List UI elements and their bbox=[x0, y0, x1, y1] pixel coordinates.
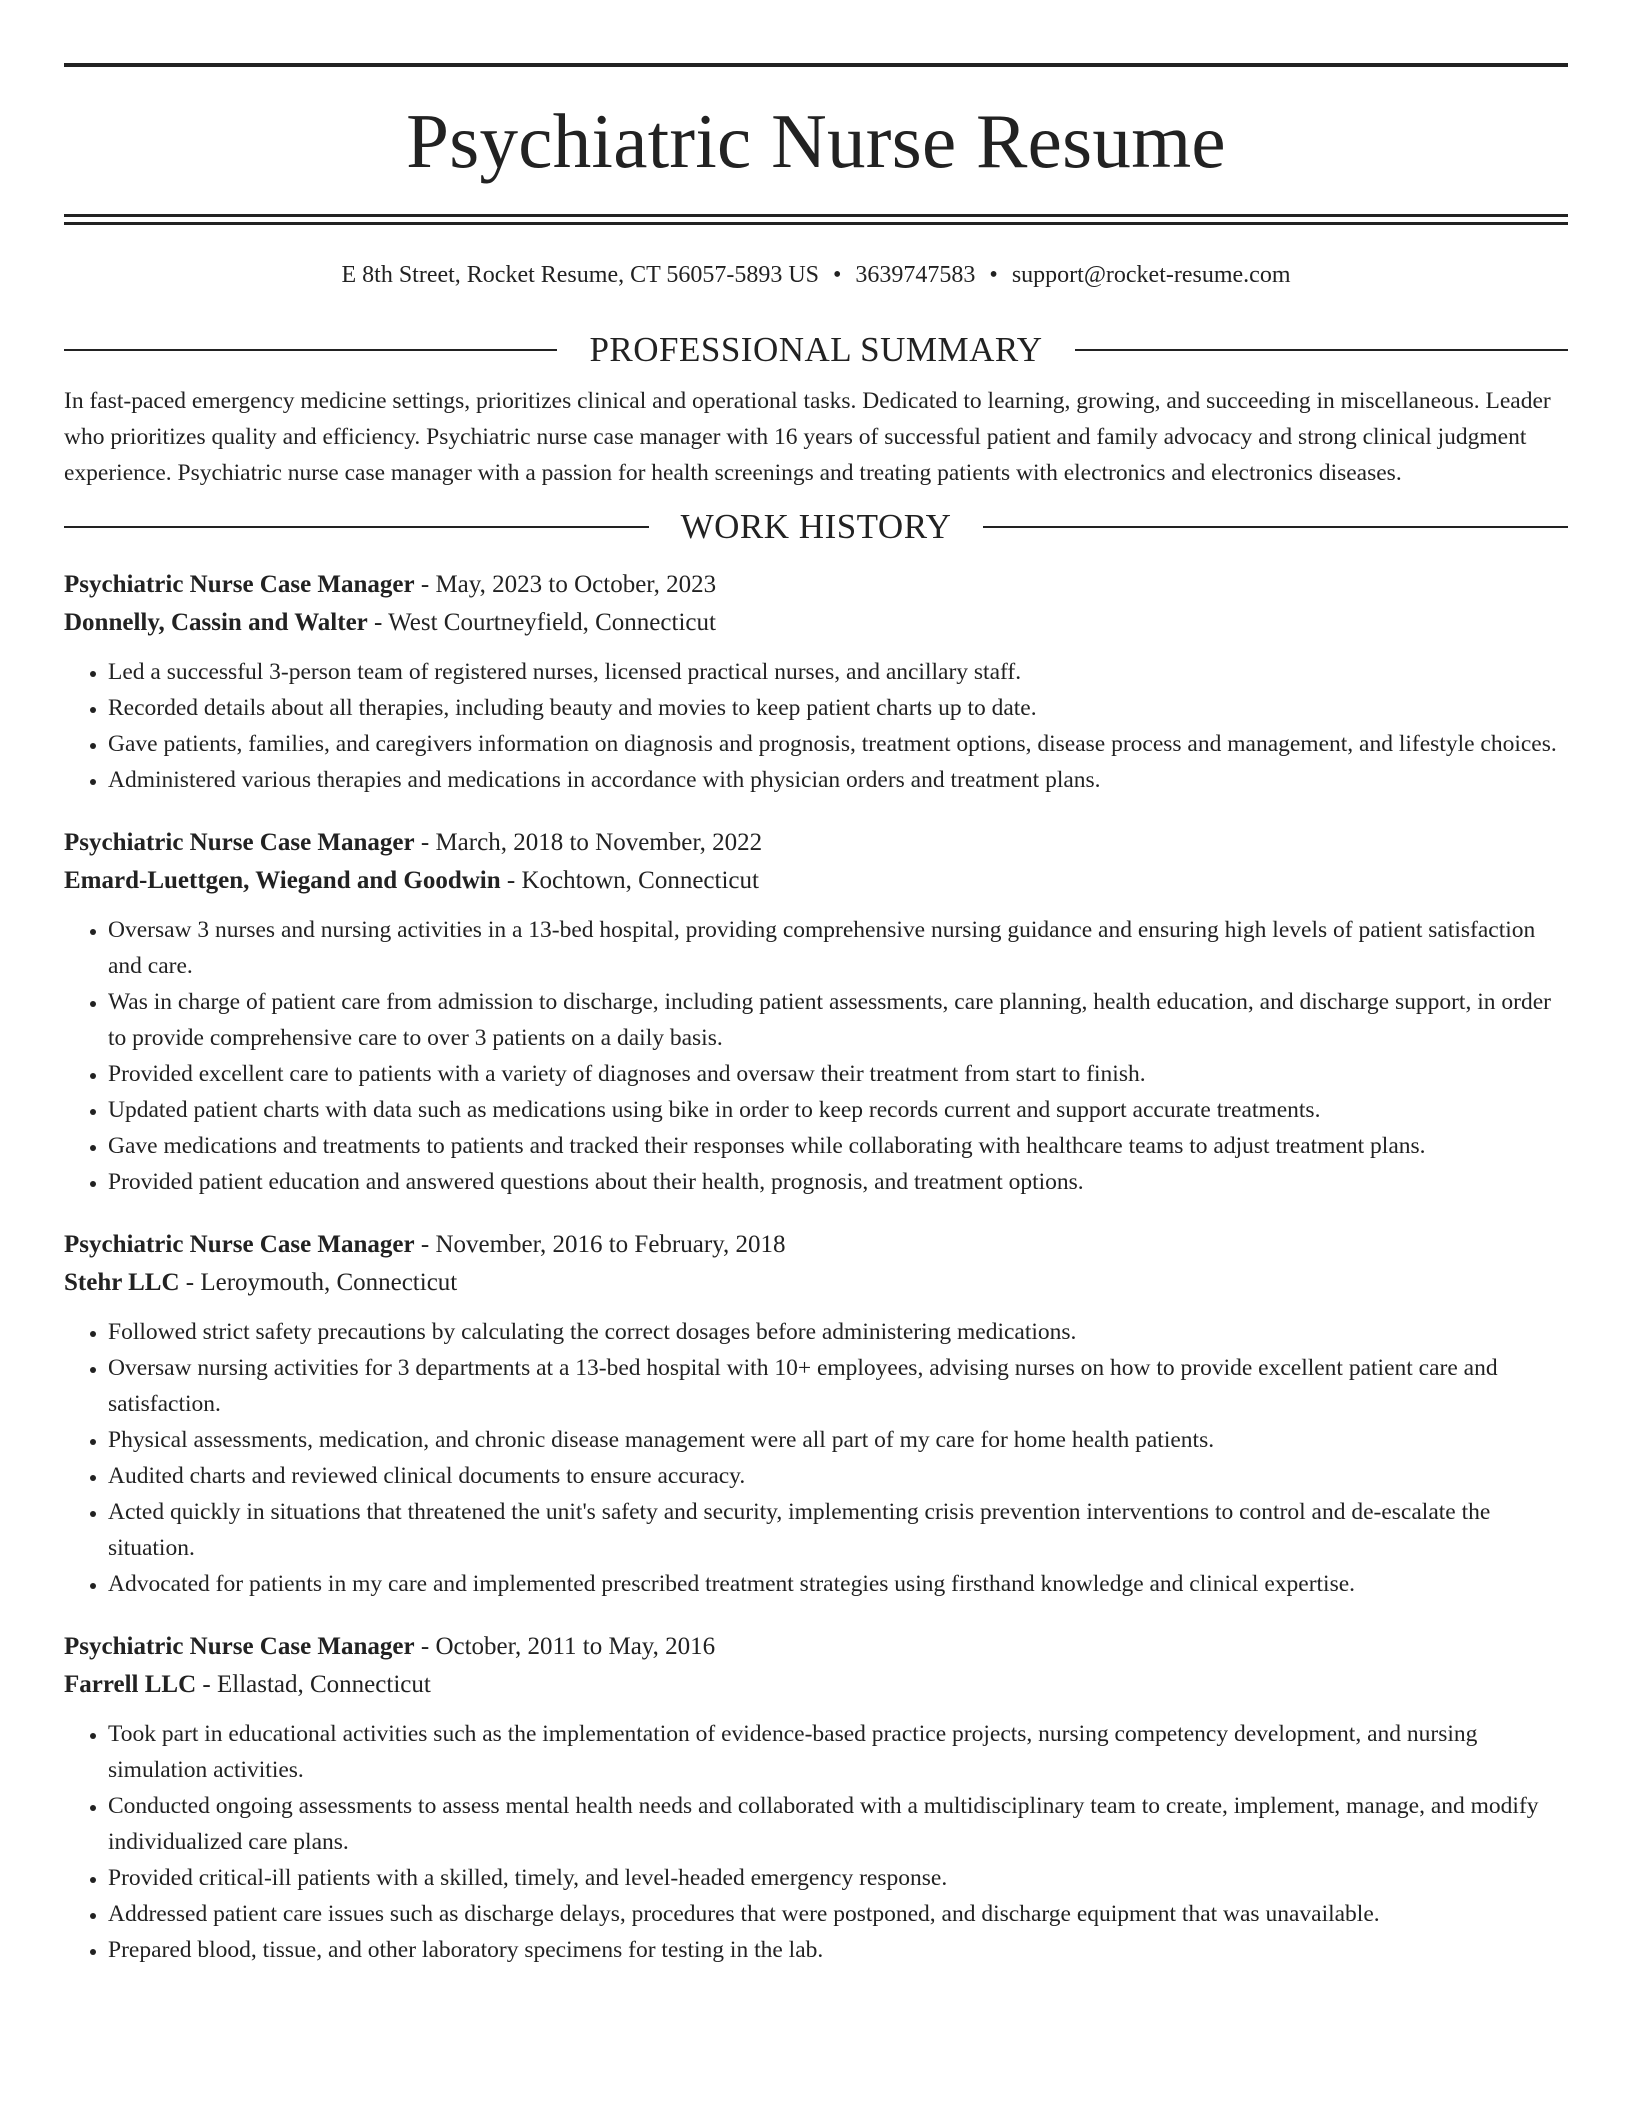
job-bullet: • Took part in educational activities such as the implementation of evidence-based practice projects, nursing competency development, and nursing simulation activities. bbox=[108, 1716, 1568, 1788]
job-bullet-list bbox=[64, 654, 1568, 798]
heading-rule-right bbox=[983, 526, 1568, 528]
contact-separator: • bbox=[989, 262, 998, 288]
summary-heading-label: PROFESSIONAL SUMMARY bbox=[589, 330, 1043, 369]
job-bullet: • Oversaw 3 nurses and nursing activities in a 13-bed hospital, providing comprehensive nursing guidance and ensuring high levels of patient satisfaction and care. bbox=[108, 912, 1568, 984]
job-bullet: • Advocated for patients in my care and implemented prescribed treatment strategies using firsthand knowledge and clinical expertise. bbox=[108, 1566, 1568, 1602]
job-title: Psychiatric Nurse Case Manager bbox=[64, 571, 415, 598]
job-bullet: • Prepared blood, tissue, and other laboratory specimens for testing in the lab. bbox=[108, 1932, 1568, 1968]
job-bullet: • Physical assessments, medication, and chronic disease management were all part of my care for home health patients. bbox=[108, 1422, 1568, 1458]
job-bullet: • Gave medications and treatments to patients and tracked their responses while collaborating with healthcare teams to adjust treatment plans. bbox=[108, 1128, 1568, 1164]
job-company: Stehr LLC bbox=[64, 1269, 180, 1296]
job-title-line bbox=[64, 1226, 1568, 1264]
contact-separator: • bbox=[833, 262, 842, 288]
job-bullet-list bbox=[64, 1716, 1568, 1968]
job-entry bbox=[64, 1628, 1568, 1968]
job-bullet: • Oversaw nursing activities for 3 departments at a 13-bed hospital with 10+ employees, advising nurses on how to provide excellent patient care and satisfaction. bbox=[108, 1350, 1568, 1422]
job-dates: - October, 2011 to May, 2016 bbox=[414, 1633, 716, 1660]
job-bullet: • Recorded details about all therapies, including beauty and movies to keep patient charts up to date. bbox=[108, 690, 1568, 726]
heading-rule-left bbox=[64, 526, 649, 528]
job-entry bbox=[64, 824, 1568, 1200]
contact-phone: 3639747583 bbox=[855, 262, 976, 288]
contact-email: support@rocket-resume.com bbox=[1011, 262, 1291, 288]
page-title: Psychiatric Nurse Resume bbox=[406, 98, 1226, 184]
top-rule bbox=[64, 63, 1568, 67]
job-location: - West Courtneyfield, Connecticut bbox=[367, 609, 716, 636]
title-double-rule bbox=[64, 214, 1568, 225]
job-entry bbox=[64, 1226, 1568, 1602]
job-bullet-list bbox=[64, 912, 1568, 1200]
job-company-line bbox=[64, 604, 1568, 642]
job-dates: - May, 2023 to October, 2023 bbox=[414, 571, 717, 598]
job-bullet: • Addressed patient care issues such as discharge delays, procedures that were postponed, and discharge equipment that was unavailable. bbox=[108, 1896, 1568, 1932]
job-title-line bbox=[64, 1628, 1568, 1666]
job-bullet: • Audited charts and reviewed clinical documents to ensure accuracy. bbox=[108, 1458, 1568, 1494]
job-bullet: • Acted quickly in situations that threatened the unit's safety and security, implementing crisis prevention interventions to control and de-escalate the situation. bbox=[108, 1494, 1568, 1566]
job-bullet: • Followed strict safety precautions by calculating the correct dosages before administering medications. bbox=[108, 1314, 1568, 1350]
heading-rule-left bbox=[64, 349, 557, 351]
job-location: - Kochtown, Connecticut bbox=[500, 867, 759, 894]
summary-section-heading bbox=[64, 332, 1568, 367]
job-title: Psychiatric Nurse Case Manager bbox=[64, 1231, 415, 1258]
heading-rule-right bbox=[1075, 349, 1568, 351]
job-dates: - November, 2016 to February, 2018 bbox=[414, 1231, 786, 1258]
job-bullet: • Provided excellent care to patients with a variety of diagnoses and oversaw their treatment from start to finish. bbox=[108, 1056, 1568, 1092]
job-dates: - March, 2018 to November, 2022 bbox=[414, 829, 763, 856]
job-location: - Ellastad, Connecticut bbox=[196, 1671, 431, 1698]
job-bullet-list bbox=[64, 1314, 1568, 1602]
job-entry bbox=[64, 566, 1568, 798]
job-bullet: • Gave patients, families, and caregivers information on diagnosis and prognosis, treatment options, disease process and management, and lifestyle choices. bbox=[108, 726, 1568, 762]
job-bullet: • Conducted ongoing assessments to assess mental health needs and collaborated with a multidisciplinary team to create, implement, manage, and modify individualized care plans. bbox=[108, 1788, 1568, 1860]
job-bullet: • Administered various therapies and medications in accordance with physician orders and treatment plans. bbox=[108, 762, 1568, 798]
job-bullet: • Was in charge of patient care from admission to discharge, including patient assessments, care planning, health education, and discharge support, in order to provide comprehensive care to over 3 patients on a daily basis. bbox=[108, 984, 1568, 1056]
job-company-line bbox=[64, 1666, 1568, 1704]
work-history-heading-label: WORK HISTORY bbox=[680, 507, 952, 546]
work-history-section-heading bbox=[64, 509, 1568, 544]
job-company: Emard-Luettgen, Wiegand and Goodwin bbox=[64, 867, 501, 894]
job-bullet: • Provided critical-ill patients with a skilled, timely, and level-headed emergency response. bbox=[108, 1860, 1568, 1896]
job-company-line bbox=[64, 1264, 1568, 1302]
job-company: Farrell LLC bbox=[64, 1671, 197, 1698]
summary-text: In fast-paced emergency medicine settings, prioritizes clinical and operational tasks. Dedicated to learning, growing, and succeeding in miscellaneous. Leader who prioritizes quality and efficiency. Psychiatric nurse case manager with 16 years of successful patient and family advocacy and strong clinical judgment experience. Psychiatric nurse case manager with a passion for health screenings and treating patients with electronics and electronics diseases. bbox=[64, 388, 1551, 486]
contact-line bbox=[64, 263, 1568, 287]
job-company-line bbox=[64, 862, 1568, 900]
job-bullet: • Provided patient education and answered questions about their health, prognosis, and treatment options. bbox=[108, 1164, 1568, 1200]
job-title-line bbox=[64, 566, 1568, 604]
job-list bbox=[64, 566, 1568, 1968]
resume-page bbox=[64, 0, 1568, 1968]
job-title: Psychiatric Nurse Case Manager bbox=[64, 1633, 415, 1660]
job-title: Psychiatric Nurse Case Manager bbox=[64, 829, 415, 856]
job-location: - Leroymouth, Connecticut bbox=[179, 1269, 458, 1296]
job-title-line bbox=[64, 824, 1568, 862]
contact-address: E 8th Street, Rocket Resume, CT 56057-5893 US bbox=[341, 262, 819, 288]
job-bullet: • Updated patient charts with data such as medications using bike in order to keep records current and support accurate treatments. bbox=[108, 1092, 1568, 1128]
job-bullet: • Led a successful 3-person team of registered nurses, licensed practical nurses, and ancillary staff. bbox=[108, 654, 1568, 690]
job-company: Donnelly, Cassin and Walter bbox=[64, 609, 368, 636]
